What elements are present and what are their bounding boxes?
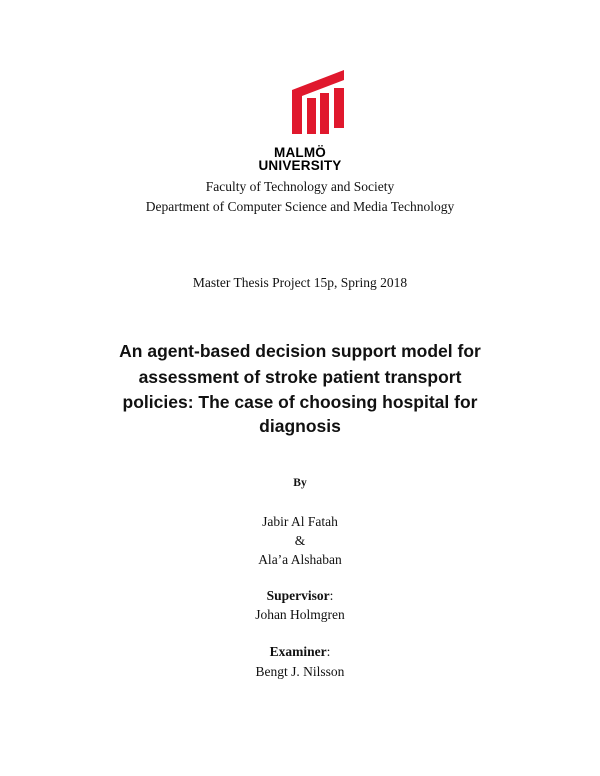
author-1: Jabir Al Fatah (262, 514, 338, 529)
supervisor-heading (0, 586, 600, 605)
malmo-logo-mark (288, 68, 350, 138)
examiner-heading (0, 642, 600, 661)
logo-text-line2: UNIVERSITY (258, 158, 342, 173)
thesis-title-line1: An agent-based decision support model for (119, 341, 481, 361)
by-label: By (293, 477, 307, 489)
supervisor-label: Supervisor (266, 588, 330, 603)
logo-text-line1: MALMÖ (274, 145, 326, 160)
faculty-name: Faculty of Technology and Society (205, 179, 395, 194)
project-info: Master Thesis Project 15p, Spring 2018 (192, 275, 408, 290)
supervisor-name: Johan Holmgren (255, 607, 345, 622)
thesis-title-line3: policies: The case of choosing hospital for (122, 392, 478, 412)
examiner-colon: : (326, 644, 331, 659)
author-2: Ala’a Alshaban (258, 552, 342, 567)
university-logo-icon (288, 68, 350, 143)
thesis-title-line2: assessment of stroke patient transport (138, 367, 462, 387)
author-separator: & (294, 533, 306, 548)
thesis-title-line4: diagnosis (259, 416, 341, 436)
examiner-name: Bengt J. Nilsson (255, 664, 345, 679)
examiner-label: Examiner (269, 644, 327, 659)
supervisor-colon: : (329, 588, 334, 603)
department-name: Department of Computer Science and Media Technology (145, 199, 455, 214)
